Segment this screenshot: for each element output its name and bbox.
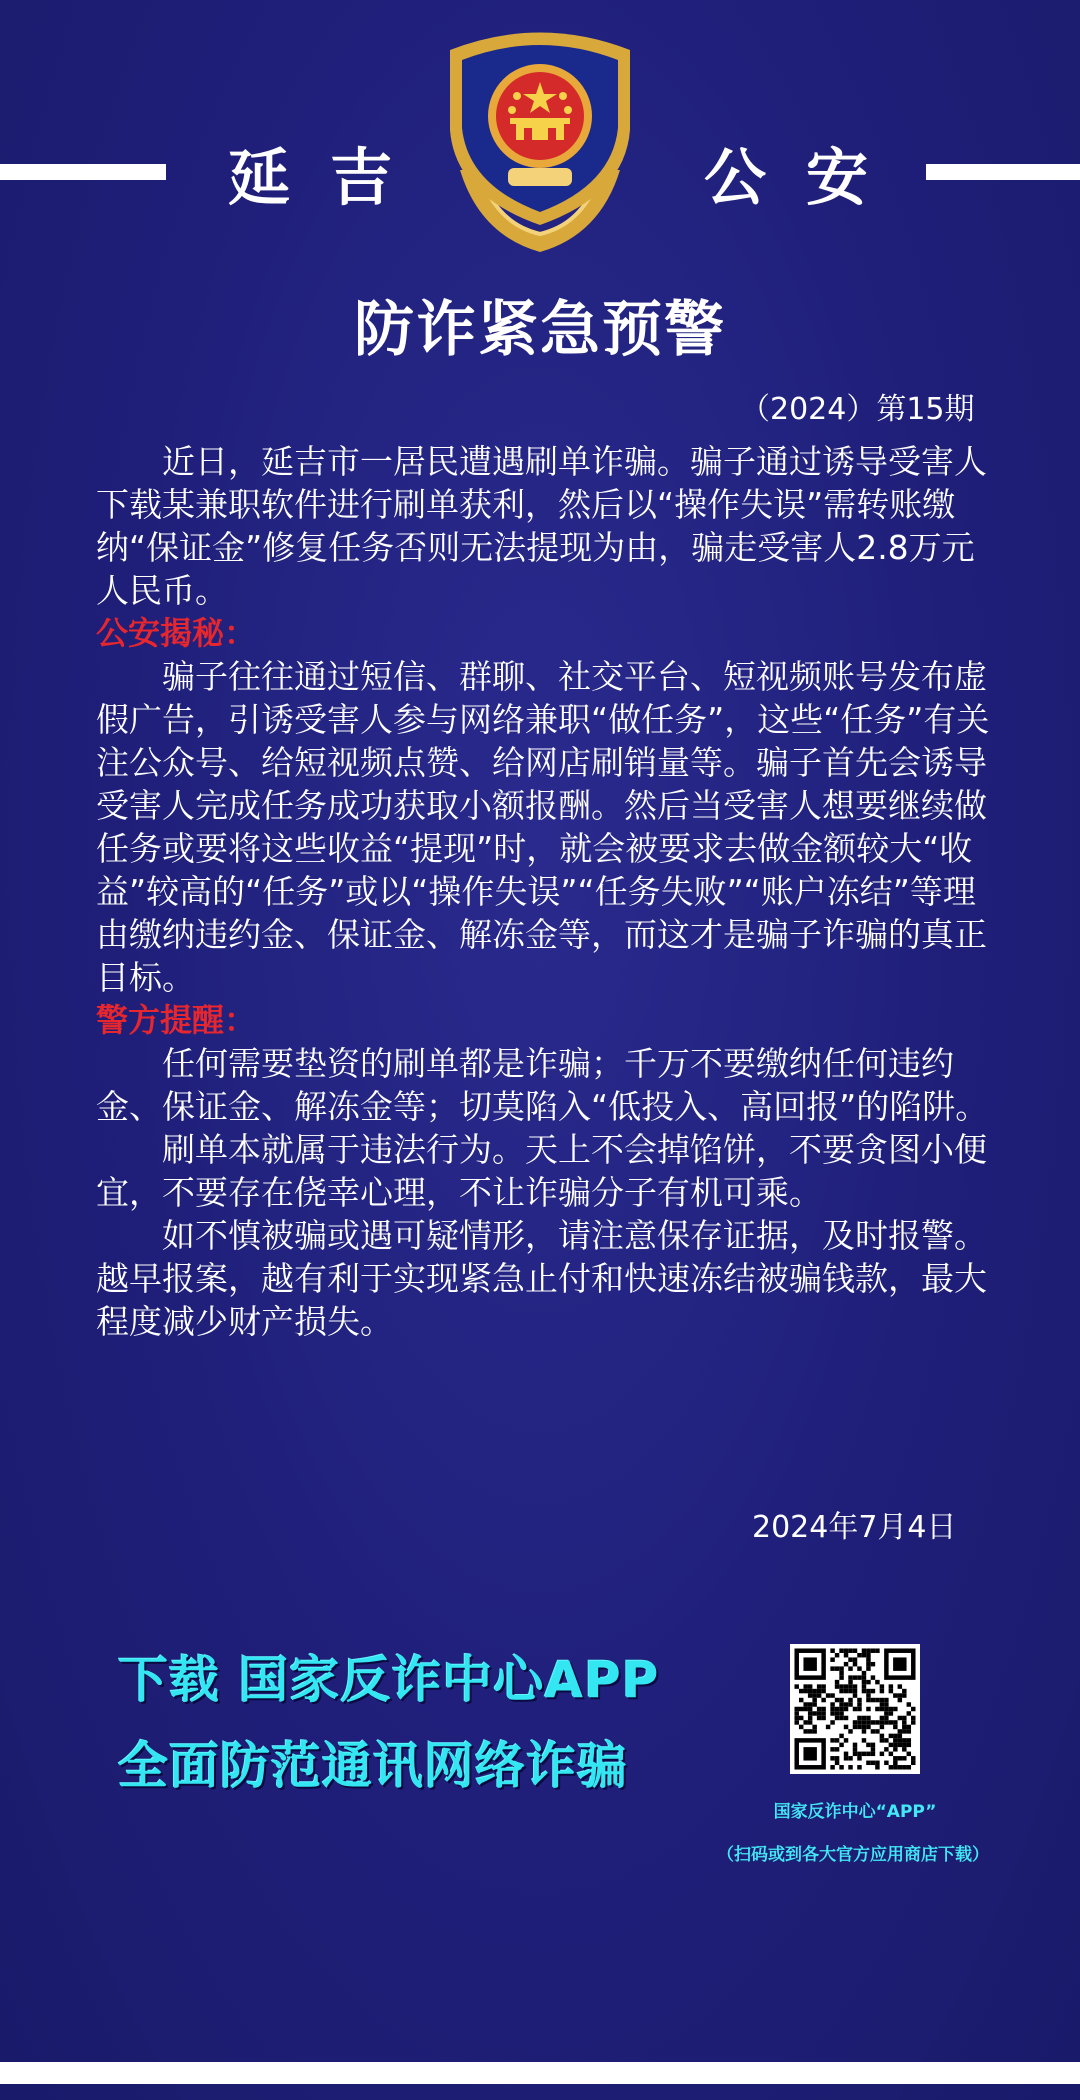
paragraph-reveal: 骗子往往通过短信、群聊、社交平台、短视频账号发布虚假广告，引诱受害人参与网络兼职“做任务”，这些“任务”有关注公众号、给短视频点赞、给网店刷销量等。骗子首先会诱导受害人完成任务成功获取小额报酬。然后当受害人想要继续做任务或要将这些收益“提现”时，就会被要求去做金额较大“收益”较高的“任务”或以“操作失误”“任务失败”“账户冻结”等理由缴纳违约金、保证金、解冻金等，而这才是骗子诈骗的真正目标。 — [96, 657, 990, 997]
paragraph-case: 近日，延吉市一居民遭遇刷单诈骗。骗子通过诱导受害人下载某兼职软件进行刷单获利，然后以“操作失误”需转账缴纳“保证金”修复任务否则无法提现为由，骗走受害人2.8万元人民币。 — [96, 442, 987, 610]
qr-note: （扫码或到各大官方应用商店下载） — [717, 1845, 989, 1865]
qr-code-icon[interactable] — [790, 1644, 920, 1774]
article-body — [96, 440, 1006, 1343]
page-title: 防诈紧急预警 — [354, 295, 726, 365]
paragraph-reminder-2: 刷单本就属于违法行为。天上不会掉馅饼，不要贪图小便宜，不要存在侥幸心理，不让诈骗分子有机可乘。 — [96, 1130, 987, 1212]
header-bar-right — [926, 164, 1080, 180]
header — [0, 0, 1080, 270]
promo-line-2: 全面防范通讯网络诈骗 — [118, 1737, 628, 1795]
heading-police-reminder: 警方提醒： — [96, 1001, 257, 1039]
paragraph-reminder-3: 如不慎被骗或遇可疑情形，请注意保存证据，及时报警。越早报案，越有利于实现紧急止付和快速冻结被骗钱款，最大程度减少财产损失。 — [96, 1216, 987, 1341]
heading-police-reveal: 公安揭秘： — [96, 614, 257, 652]
publish-date: 2024年7月4日 — [752, 1510, 957, 1545]
org-name-right: 公安 — [704, 141, 909, 214]
issue-number: （2024）第15期 — [740, 392, 975, 427]
org-name-left: 延吉 — [228, 141, 433, 214]
police-emblem-icon — [420, 20, 660, 260]
header-bar-left — [0, 164, 166, 180]
qr-label: 国家反诈中心“APP” — [773, 1802, 937, 1822]
footer-bar — [0, 2062, 1080, 2084]
paragraph-reminder-1: 任何需要垫资的刷单都是诈骗；千万不要缴纳任何违约金、保证金、解冻金等；切莫陷入“低投入、高回报”的陷阱。 — [96, 1044, 989, 1126]
promo-line-1: 下载 国家反诈中心APP — [118, 1651, 660, 1709]
